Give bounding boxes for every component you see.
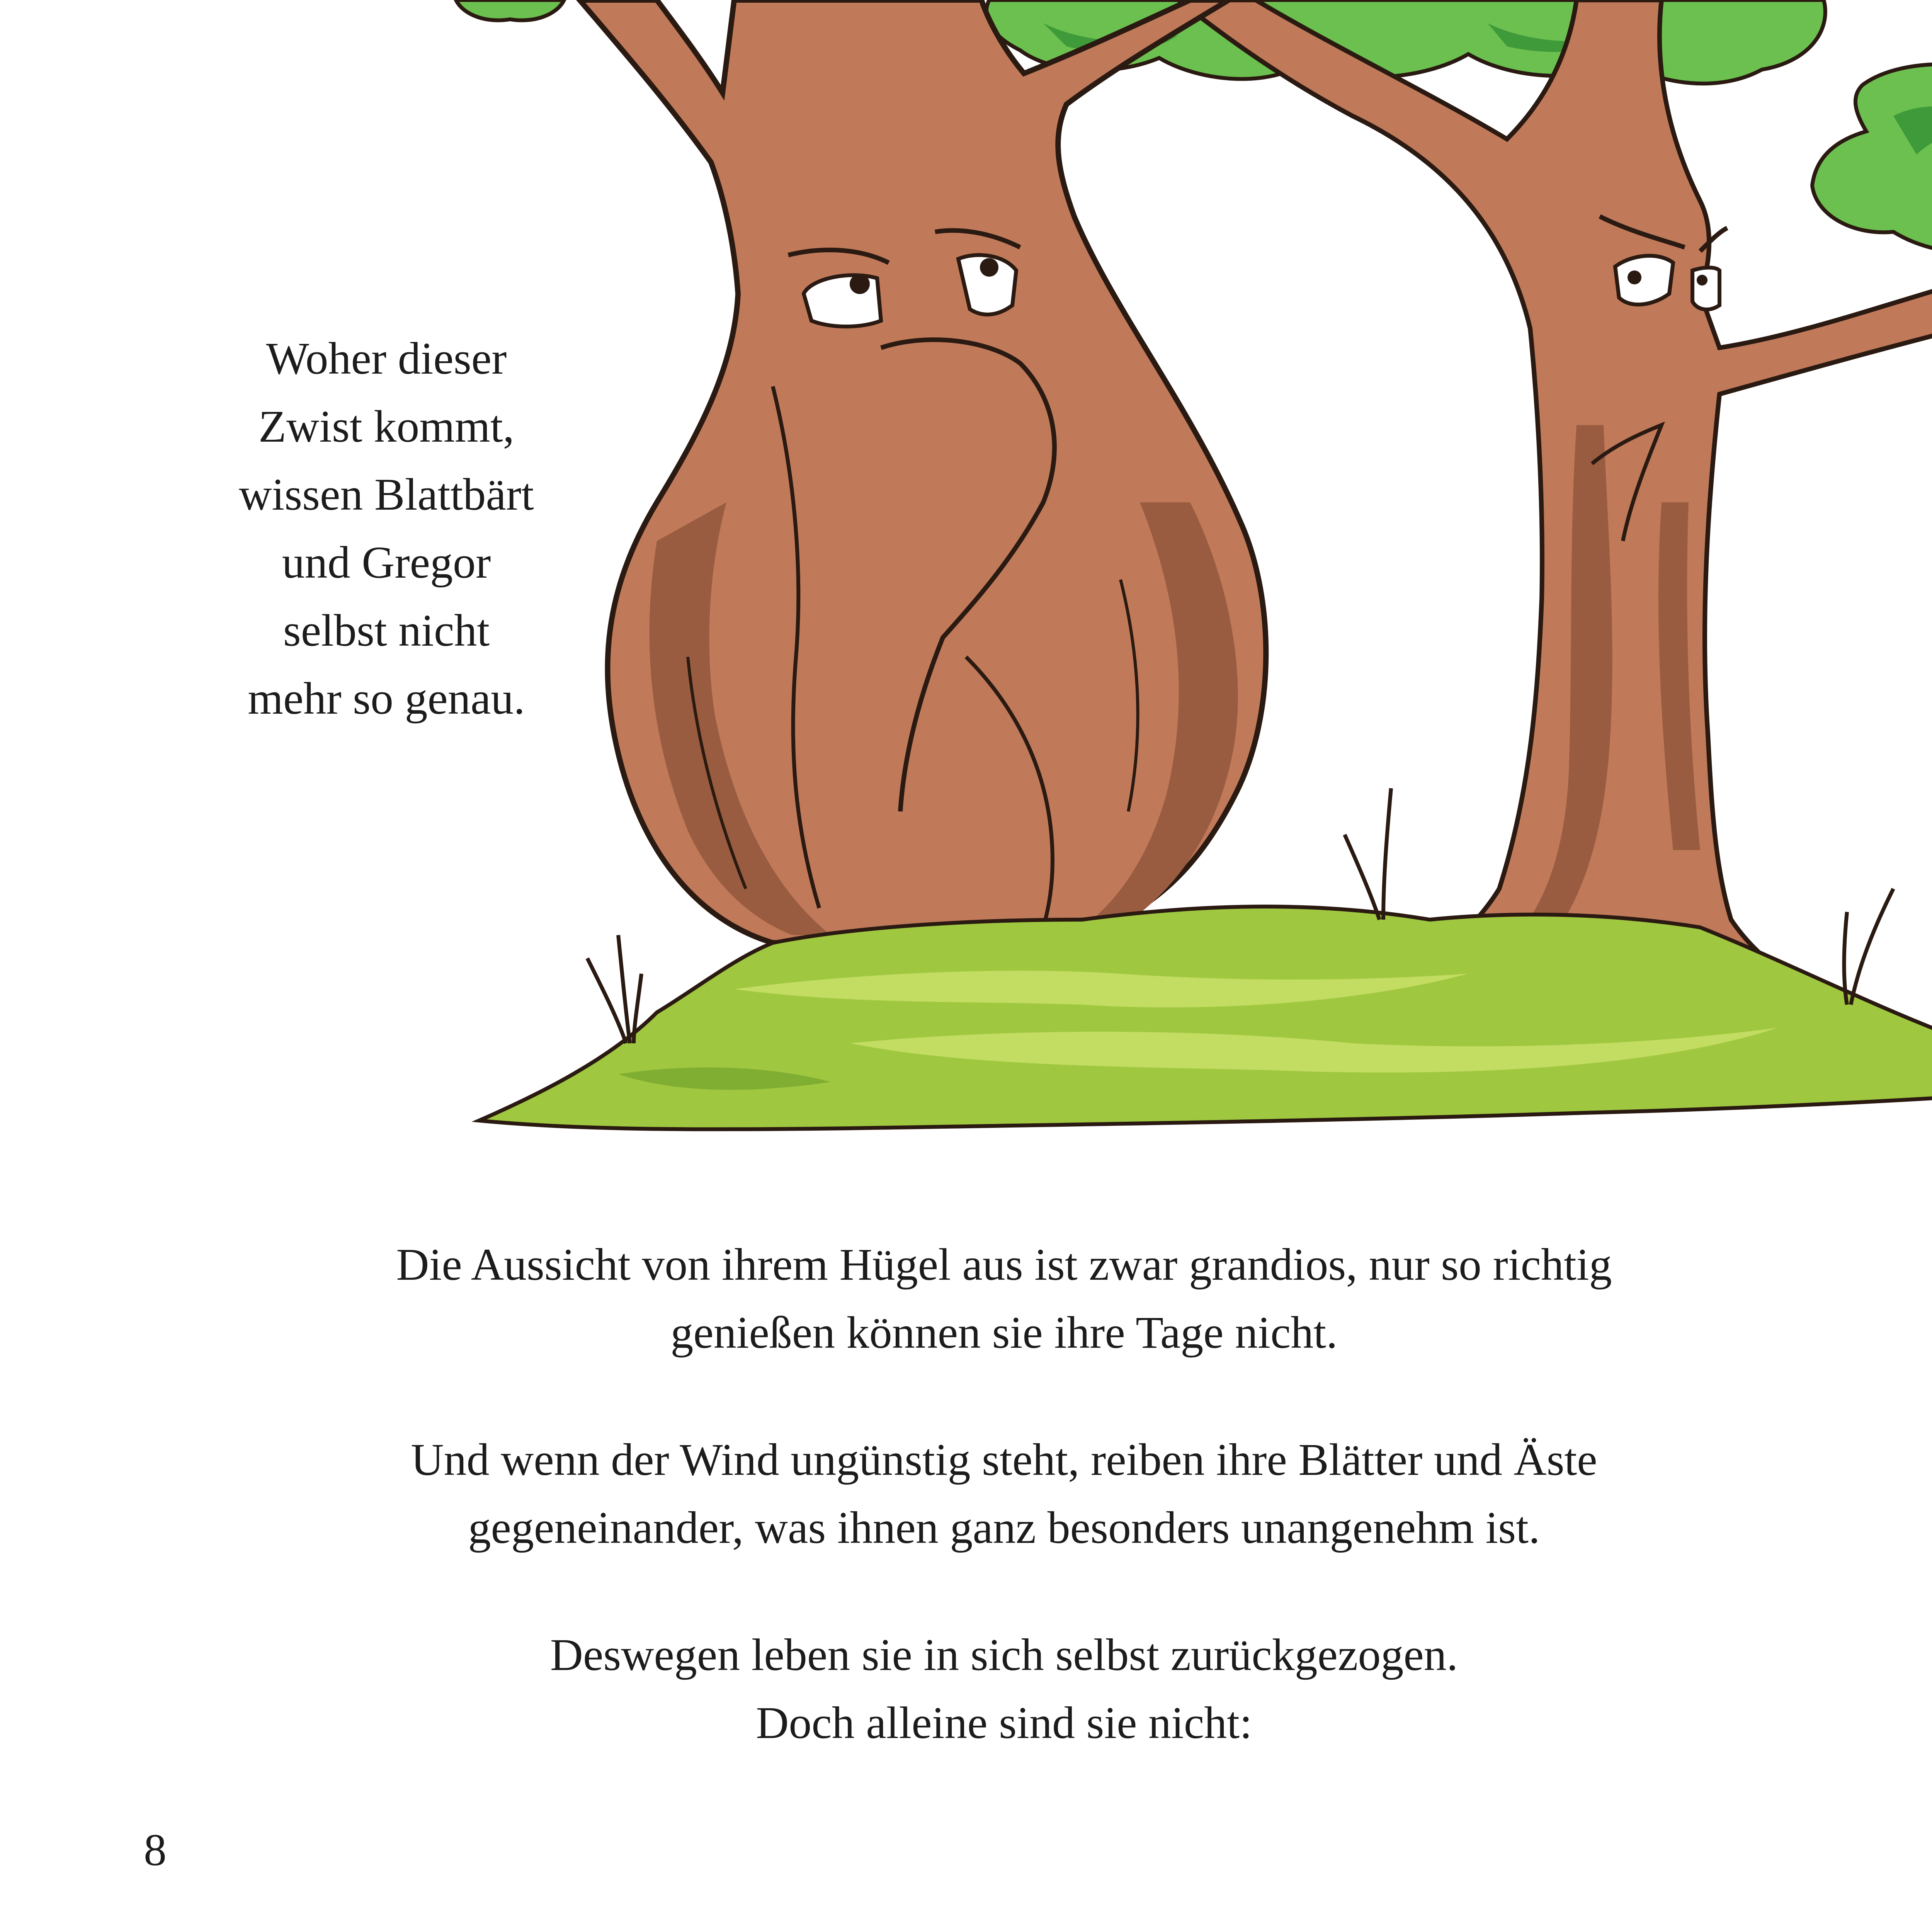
paragraph-1 [0,1231,1932,1367]
paragraph-line: gegeneinander, was ihnen ganz besonders unangenehm ist. [468,1502,1540,1553]
paragraph-line: Die Aussicht von ihrem Hügel aus ist zwar grandios, nur so richtig [396,1239,1612,1290]
side-text-line: Woher dieser [266,333,507,384]
paragraph-line: Doch alleine sind sie nicht: [756,1697,1252,1748]
paragraph-line: Deswegen leben sie in sich selbst zurückgezogen. [550,1629,1458,1680]
side-text-line: und Gregor [282,537,491,588]
paragraph-line: genießen können sie ihre Tage nicht. [670,1307,1338,1358]
side-text-line: Zwist kommt, [258,401,515,452]
paragraph-3 [0,1621,1932,1757]
side-text [216,325,556,733]
page-number: 8 [144,1825,167,1875]
paragraph-line: Und wenn der Wind ungünstig steht, reiben ihre Blätter und Äste [411,1434,1597,1485]
right-tree [1179,0,1932,1005]
side-text-line: selbst nicht [283,605,490,656]
side-text-line: mehr so genau. [248,673,525,724]
left-tree [580,0,1266,943]
paragraph-2 [0,1426,1932,1562]
side-text-line: wissen Blattbärt [239,469,534,520]
